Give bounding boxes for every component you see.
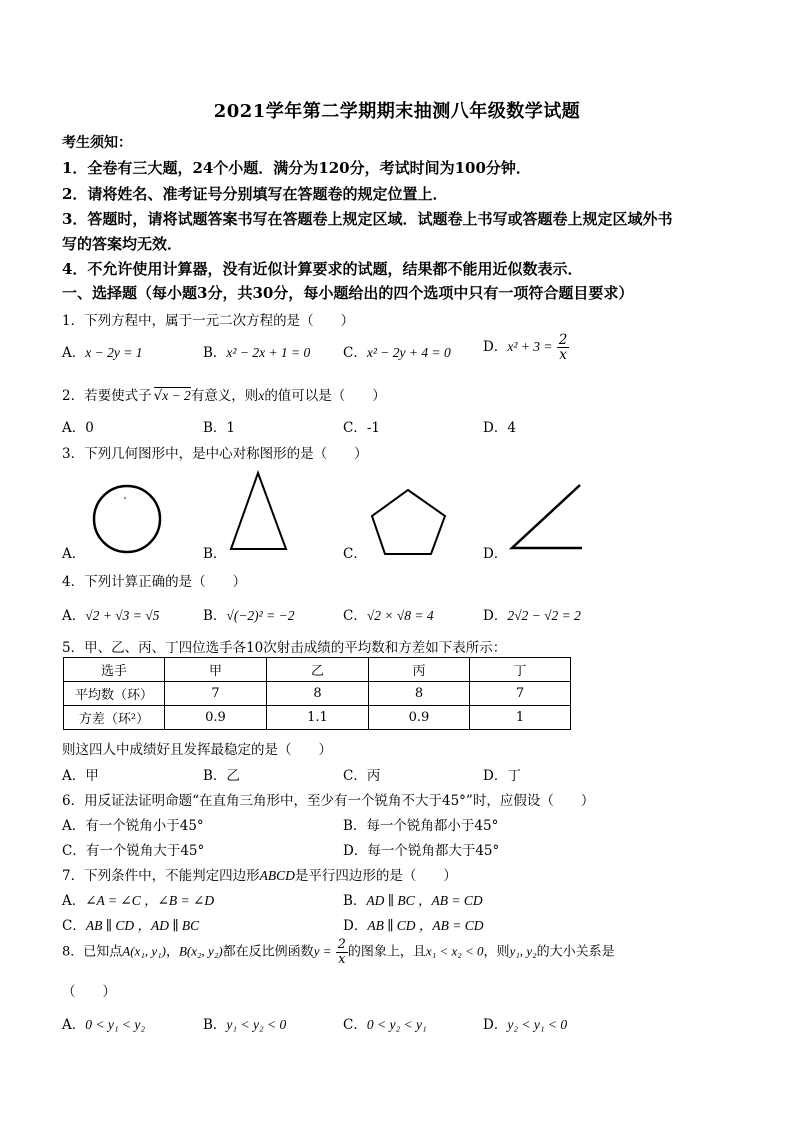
table-row bbox=[64, 682, 571, 706]
q5-option-c: C．丙 bbox=[343, 768, 381, 784]
q4-option-c: C．√2 × √8 = 4 bbox=[343, 608, 434, 624]
q2-option-a: A．0 bbox=[62, 420, 94, 436]
q8-function-fraction: $\frac{2}{x}$ bbox=[337, 937, 346, 967]
q1-option-c: C．x² − 2y + 4 = 0 bbox=[343, 345, 451, 361]
q7-option-b: B．AD ∥ BC ，AB = CD bbox=[343, 893, 483, 909]
table-cell: 方差（环²） bbox=[64, 706, 165, 730]
q2-stem: 2．若要使式子 √x − 2有意义，则x的值可以是（ ） bbox=[62, 388, 386, 404]
table-cell: 7 bbox=[470, 682, 571, 706]
table-header-cell: 丁 bbox=[470, 658, 571, 682]
table-cell: 0.9 bbox=[369, 706, 470, 730]
q8-stem: 8．已知点A(x₁, y₁)，B(x₂, y₂)都在反比例函数y = $\frac{2}{x}$ 的图象上，且x₁ < x₂ < 0，则y₁, y₂的大小关系是 bbox=[62, 937, 615, 967]
notice-heading: 考生须知： bbox=[62, 135, 132, 151]
q3-figure-pentagon bbox=[368, 486, 450, 558]
q5-stem: 5．甲、乙、丙、丁四位选手各10次射击成绩的平均数和方差如下表所示： bbox=[62, 640, 507, 656]
q7-option-c: C．AB ∥ CD ，AD ∥ BC bbox=[62, 918, 200, 934]
table-row bbox=[64, 706, 571, 730]
notice-item-3-cont: 写的答案均无效． bbox=[62, 235, 183, 253]
q4-option-a: A．√2 + √3 = √5 bbox=[62, 608, 160, 624]
q8-option-b: B．y₁ < y₂ < 0 bbox=[203, 1017, 287, 1033]
page-title: 2021学年第二学期期末抽测八年级数学试题 bbox=[213, 101, 581, 122]
q7-stem: 7．下列条件中，不能判定四边形ABCD是平行四边形的是（ ） bbox=[62, 868, 457, 884]
q2-option-c: C．-1 bbox=[343, 420, 380, 436]
q5-question: 则这四人中成绩好且发挥最稳定的是（ ） bbox=[62, 742, 332, 758]
notice-item-3: 3．答题时，请将试题答案书写在答题卷上规定区域．试题卷上书写或答题卷上规定区域外书 bbox=[62, 210, 673, 228]
table-header-cell: 选手 bbox=[64, 658, 165, 682]
q2-option-b: B．1 bbox=[203, 420, 236, 436]
notice-item-1: 1．全卷有三大题，24个小题．满分为120分，考试时间为100分钟． bbox=[62, 159, 531, 177]
notice-item-4: 4．不允许使用计算器，没有近似计算要求的试题，结果都不能用近似数表示． bbox=[62, 260, 583, 278]
table-header-row bbox=[64, 658, 571, 682]
q1-option-b: B．x² − 2x + 1 = 0 bbox=[203, 345, 311, 361]
q5-option-d: D．丁 bbox=[483, 768, 521, 784]
section-heading: 一、选择题（每小题3分，共30分，每小题给出的四个选项中只有一项符合题目要求） bbox=[62, 284, 634, 302]
q3-figure-circle bbox=[90, 483, 164, 555]
table-cell: 8 bbox=[267, 682, 369, 706]
q3-option-a: A． bbox=[62, 546, 86, 562]
q3-option-b: B． bbox=[203, 546, 227, 562]
q5-table bbox=[63, 657, 571, 730]
q7-option-a: A．∠A = ∠C ，∠B = ∠D bbox=[62, 893, 215, 909]
q8-option-c: C．0 < y₂ < y₁ bbox=[343, 1017, 427, 1033]
q6-option-d: D．每一个锐角都大于45° bbox=[343, 843, 500, 859]
table-cell: 1 bbox=[470, 706, 571, 730]
q3-figure-angle bbox=[508, 482, 584, 552]
q4-stem: 4．下列计算正确的是（ ） bbox=[62, 574, 247, 590]
q6-option-a: A．有一个锐角小于45° bbox=[62, 818, 204, 834]
q6-option-b: B．每一个锐角都小于45° bbox=[343, 818, 499, 834]
q1-stem: 1．下列方程中，属于一元二次方程的是（ ） bbox=[62, 313, 355, 329]
table-cell: 平均数（环） bbox=[64, 682, 165, 706]
q8-option-d: D．y₂ < y₁ < 0 bbox=[483, 1017, 568, 1033]
q7-option-d: D．AB ∥ CD ，AB = CD bbox=[343, 918, 484, 934]
q3-figure-triangle bbox=[228, 470, 290, 552]
q3-option-c: C． bbox=[343, 546, 367, 562]
q8-option-a: A．0 < y₁ < y₂ bbox=[62, 1017, 146, 1033]
q1-d-fraction: $\frac{2}{x}$ bbox=[558, 332, 568, 364]
q4-option-b: B．√(−2)² = −2 bbox=[203, 608, 295, 624]
q5-option-b: B．乙 bbox=[203, 768, 240, 784]
table-header-cell: 丙 bbox=[369, 658, 470, 682]
table-cell: 0.9 bbox=[165, 706, 267, 730]
table-header-cell: 甲 bbox=[165, 658, 267, 682]
q3-stem: 3．下列几何图形中，是中心对称图形的是（ ） bbox=[62, 446, 368, 462]
q6-stem: 6．用反证法证明命题“在直角三角形中，至少有一个锐角不大于45°”时，应假设（ ） bbox=[62, 793, 595, 809]
q8-answer-paren: （ ） bbox=[62, 984, 116, 1000]
notice-item-2: 2．请将姓名、准考证号分别填写在答题卷的规定位置上． bbox=[62, 185, 448, 203]
q5-option-a: A．甲 bbox=[62, 768, 99, 784]
table-cell: 8 bbox=[369, 682, 470, 706]
q2-option-d: D．4 bbox=[483, 420, 516, 436]
table-cell: 1.1 bbox=[267, 706, 369, 730]
q4-option-d: D．2√2 − √2 = 2 bbox=[483, 608, 581, 624]
q1-option-d: D．x² + 3 = $\frac{2}{x}$ bbox=[483, 332, 568, 364]
q3-option-d: D． bbox=[483, 546, 508, 562]
q6-option-c: C．有一个锐角大于45° bbox=[62, 843, 205, 859]
table-cell: 7 bbox=[165, 682, 267, 706]
table-header-cell: 乙 bbox=[267, 658, 369, 682]
q1-option-a: A．x − 2y = 1 bbox=[62, 345, 143, 361]
